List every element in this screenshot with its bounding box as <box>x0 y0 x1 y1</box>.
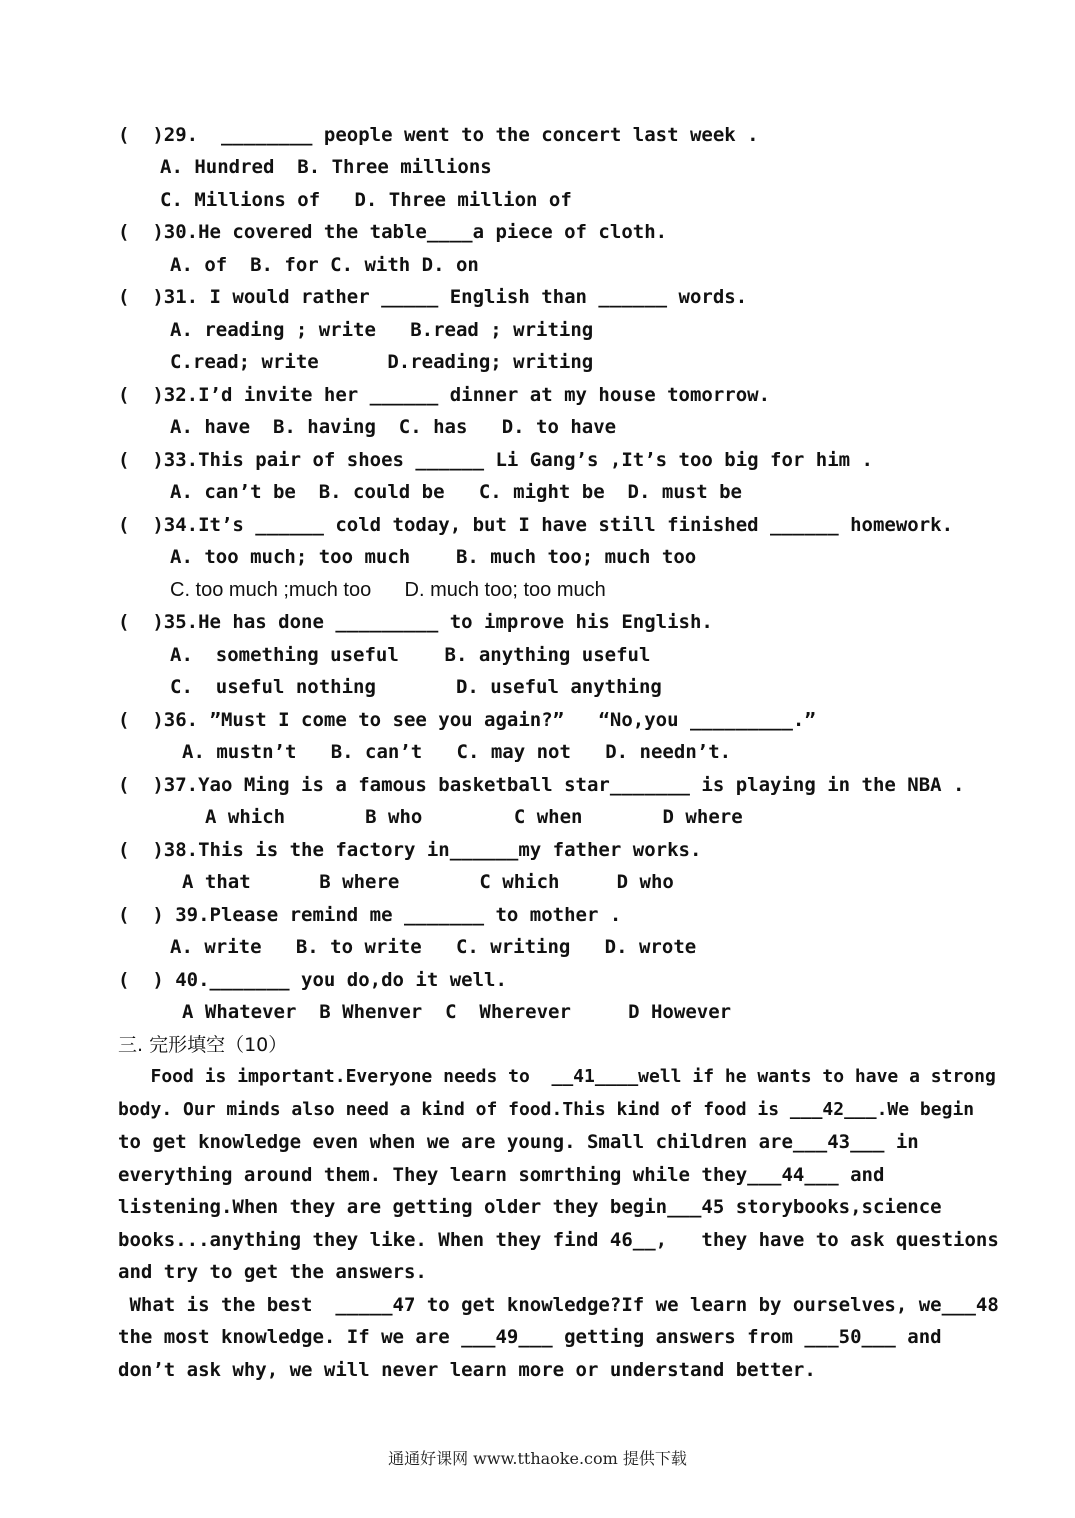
options-38: A that B where C which D who <box>182 871 674 893</box>
passage-line-6: books...anything they like. When they find 46__, they have to ask questions <box>118 1229 999 1251</box>
passage-line-3: to get knowledge even when we are young. Small children are___43___ in <box>118 1131 919 1153</box>
options-30: A. of B. for C. with D. on <box>170 254 479 276</box>
passage-line-1: Food is important.Everyone needs to __41____well if he wants to have a strong <box>118 1066 996 1087</box>
options-37: A which B who C when D where <box>205 806 743 828</box>
passage-line-10: don’t ask why, we will never learn more or understand better. <box>118 1359 816 1381</box>
options-36: A. mustn’t B. can’t C. may not D. needn’t. <box>182 741 732 763</box>
passage-line-9: the most knowledge. If we are ___49___ getting answers from ___50___ and <box>118 1326 942 1348</box>
options-32: A. have B. having C. has D. to have <box>170 416 617 438</box>
question-38: ( )38.This is the factory in______my father works. <box>118 839 702 861</box>
question-39: ( ) 39.Please remind me _______ to mother . <box>118 904 622 926</box>
options-31-ab: A. reading ; write B.read ; writing <box>170 319 594 341</box>
passage-line-2: body. Our minds also need a kind of food.This kind of food is ___42___.We begin <box>118 1099 975 1120</box>
options-40: A Whatever B Whenver C Wherever D However <box>182 1001 732 1023</box>
passage-line-5: listening.When they are getting older they begin___45 storybooks,science <box>118 1196 942 1218</box>
passage-line-7: and try to get the answers. <box>118 1261 427 1283</box>
options-29-cd: C. Millions of D. Three million of <box>160 189 572 211</box>
options-35-ab: A. something useful B. anything useful <box>170 644 651 666</box>
question-32: ( )32.I’d invite her ______ dinner at my house tomorrow. <box>118 384 771 406</box>
options-34-cd: C. too much ;much too D. much too; too much <box>170 579 606 601</box>
section-heading-cloze: 三. 完形填空（10） <box>118 1034 288 1056</box>
question-36: ( )36. ”Must I come to see you again?” “No,you _________.” <box>118 709 816 731</box>
options-39: A. write B. to write C. writing D. wrote <box>170 936 697 958</box>
question-29: ( )29. ________ people went to the concert last week . <box>118 124 759 146</box>
question-37: ( )37.Yao Ming is a famous basketball star_______ is playing in the NBA . <box>118 774 965 796</box>
options-35-cd: C. useful nothing D. useful anything <box>170 676 662 698</box>
passage-line-4: everything around them. They learn somrthing while they___44___ and <box>118 1164 885 1186</box>
question-33: ( )33.This pair of shoes ______ Li Gang’s ,It’s too big for him . <box>118 449 873 471</box>
question-34: ( )34.It’s ______ cold today, but I have still finished ______ homework. <box>118 514 954 536</box>
question-35: ( )35.He has done _________ to improve his English. <box>118 611 713 633</box>
question-31: ( )31. I would rather _____ English than ______ words. <box>118 286 748 308</box>
question-40: ( ) 40._______ you do,do it well. <box>118 969 507 991</box>
options-34-ab: A. too much; too much B. much too; much too <box>170 546 697 568</box>
footer-credit: 通通好课网 www.tthaoke.com 提供下载 <box>388 1449 687 1468</box>
options-31-cd: C.read; write D.reading; writing <box>170 351 594 373</box>
options-29-ab: A. Hundred B. Three millions <box>160 156 492 178</box>
question-30: ( )30.He covered the table____a piece of cloth. <box>118 221 668 243</box>
passage-line-8: What is the best _____47 to get knowledge?If we learn by ourselves, we___48 <box>118 1294 999 1316</box>
options-33: A. can’t be B. could be C. might be D. must be <box>170 481 742 503</box>
